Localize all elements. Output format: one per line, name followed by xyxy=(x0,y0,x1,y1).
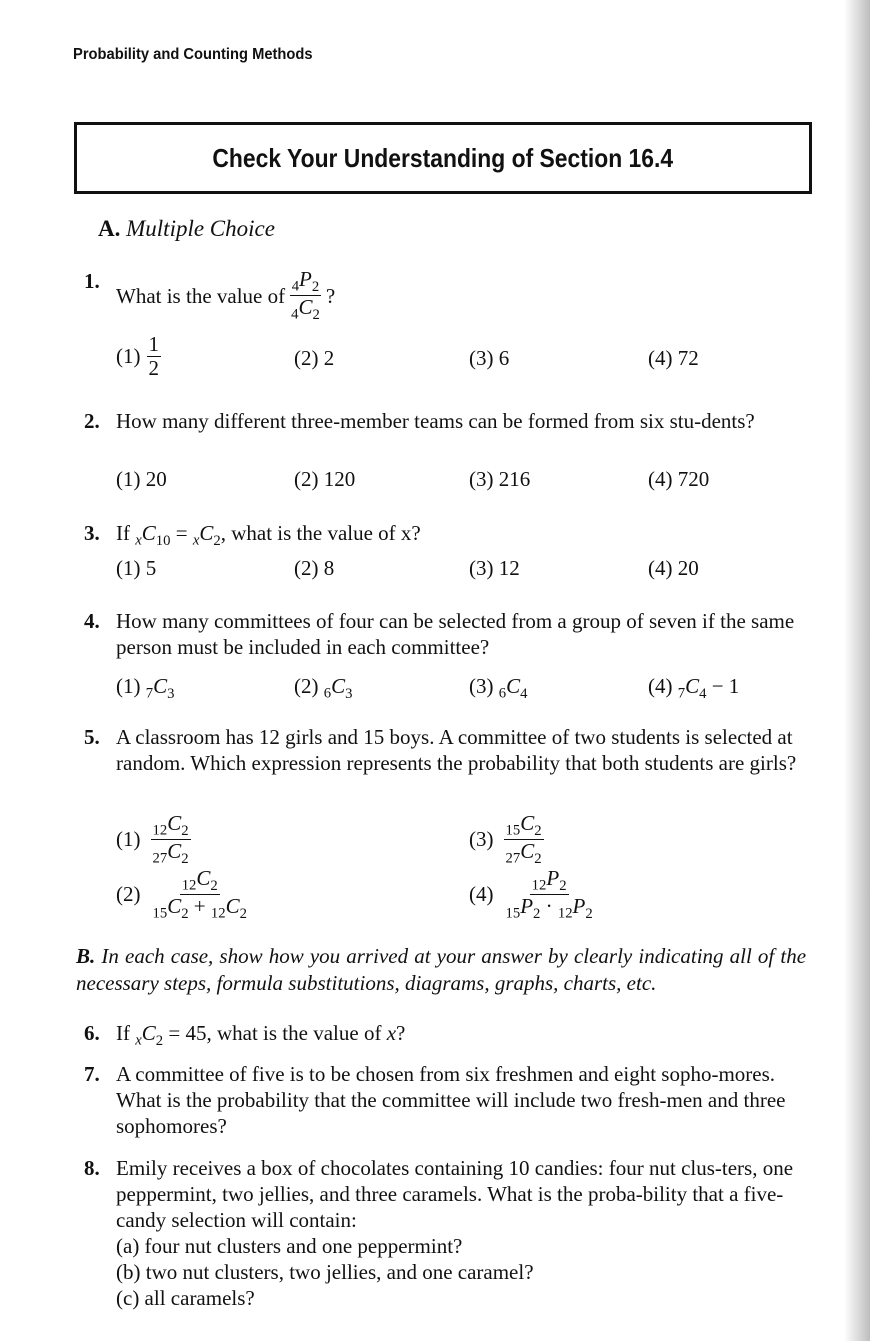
question-number: 5. xyxy=(84,725,100,749)
q3-option-3: (3) 12 xyxy=(469,556,520,580)
question-number: 3. xyxy=(84,521,100,545)
q4-option-3: (3) $_6C_4$ xyxy=(469,674,528,703)
question-8 xyxy=(84,1155,804,1311)
q3-option-1: (1) 5 xyxy=(116,556,157,580)
question-stem: If $_xC_2 = 45$, what is the value of x? xyxy=(116,1021,406,1050)
q3-option-2: (2) 8 xyxy=(294,556,335,580)
question-stem: A classroom has 12 girls and 15 boys. A committee of two students is selected at random. Which expression represents the probability that both students are girls? xyxy=(116,725,797,775)
page-edge-shadow xyxy=(844,0,870,1341)
part-a-letter: A. xyxy=(98,216,121,241)
question-stem: A committee of five is to be chosen from six freshmen and eight sopho-mores. What is the probability that the committee will include two fresh-men and three sophomores? xyxy=(116,1062,786,1138)
question-number: 7. xyxy=(84,1062,100,1086)
running-head: Probability and Counting Methods xyxy=(73,46,313,63)
q1-option-1: (1) $\frac{1}{2}$ xyxy=(116,332,159,381)
question-1 xyxy=(84,268,804,324)
question-number: 4. xyxy=(84,609,100,633)
fraction: $\frac{_{12}P_2}{_{15}P_2 \cdot _{12}P_2}$ xyxy=(505,866,593,923)
question-2 xyxy=(84,408,804,434)
q8-part-c: (c) all caramels? xyxy=(116,1286,255,1310)
part-b-letter: B. xyxy=(76,944,96,968)
q1-option-2: (2) 2 xyxy=(294,346,335,370)
q1-option-4: (4) 72 xyxy=(648,346,699,370)
question-stem: What is the value of xyxy=(116,283,286,308)
section-title-box xyxy=(74,122,812,194)
question-5 xyxy=(84,724,804,776)
question-number: 8. xyxy=(84,1156,100,1180)
part-b-instructions xyxy=(76,943,806,997)
q2-option-2: (2) 120 xyxy=(294,467,356,491)
fraction: $\frac{_{15}C_2}{_{27}C_2}$ xyxy=(505,811,542,868)
question-mark: ? xyxy=(325,283,336,308)
fraction: $\frac{1}{2}$ xyxy=(148,332,159,381)
fraction: $\frac{_{12}C_2}{_{15}C_2 + _{12}C_2}$ xyxy=(152,866,247,923)
q5-option-2: (2) $\frac{_{12}C_2}{_{15}C_2 + _{12}C_2}$ xyxy=(116,866,247,923)
q4-option-4: (4) $_7C_4 - 1$ xyxy=(648,674,740,703)
q4-option-2: (2) $_6C_3$ xyxy=(294,674,353,703)
question-number: 1. xyxy=(84,269,100,293)
section-title: Check Your Understanding of Section 16.4 xyxy=(212,142,674,173)
part-a-label: Multiple Choice xyxy=(126,216,275,241)
question-stem: Emily receives a box of chocolates containing 10 candies: four nut clus-ters, one peppermint, two jellies, and three caramels. What is the proba-bility that a five-candy selection will contain: (a) four nut clusters and one peppermint? (b) two nut clusters, two jellies, and one caramel? (c) all caramels? xyxy=(116,1155,804,1311)
fraction: $\frac{_{12}C_2}{_{27}C_2}$ xyxy=(152,811,189,868)
question-number: 6. xyxy=(84,1021,100,1045)
q8-part-a: (a) four nut clusters and one peppermint? xyxy=(116,1234,463,1258)
q5-option-4: (4) $\frac{_{12}P_2}{_{15}P_2 \cdot _{12}P_2}$ xyxy=(469,866,593,923)
part-a-heading xyxy=(98,216,275,242)
question-stem: If $_xC_{10} = _xC_2$, what is the value of x? xyxy=(116,521,421,550)
fraction: $\frac{_4P_2}{_4C_2}$ xyxy=(291,267,320,324)
q2-option-1: (1) 20 xyxy=(116,467,167,491)
question-stem: How many different three-member teams can be formed from six stu-dents? xyxy=(116,409,755,433)
q5-option-1: (1) $\frac{_{12}C_2}{_{27}C_2}$ xyxy=(116,811,189,868)
question-stem: How many committees of four can be selected from a group of seven if the same person must be included in each committee? xyxy=(116,609,795,659)
q2-option-3: (3) 216 xyxy=(469,467,531,491)
question-7 xyxy=(84,1061,804,1139)
q1-option-3: (3) 6 xyxy=(469,346,510,370)
question-number: 2. xyxy=(84,409,100,433)
question-6 xyxy=(84,1020,804,1054)
q4-option-1: (1) $_7C_3$ xyxy=(116,674,175,703)
q5-option-3: (3) $\frac{_{15}C_2}{_{27}C_2}$ xyxy=(469,811,542,868)
q2-option-4: (4) 720 xyxy=(648,467,710,491)
part-b-text: In each case, show how you arrived at your answer by clearly indicating all of the necessary steps, formula substitutions, diagrams, graphs, charts, etc. xyxy=(76,944,807,995)
q3-option-4: (4) 20 xyxy=(648,556,699,580)
question-3 xyxy=(84,520,804,554)
question-4 xyxy=(84,608,804,660)
q8-part-b: (b) two nut clusters, two jellies, and one caramel? xyxy=(116,1260,534,1284)
